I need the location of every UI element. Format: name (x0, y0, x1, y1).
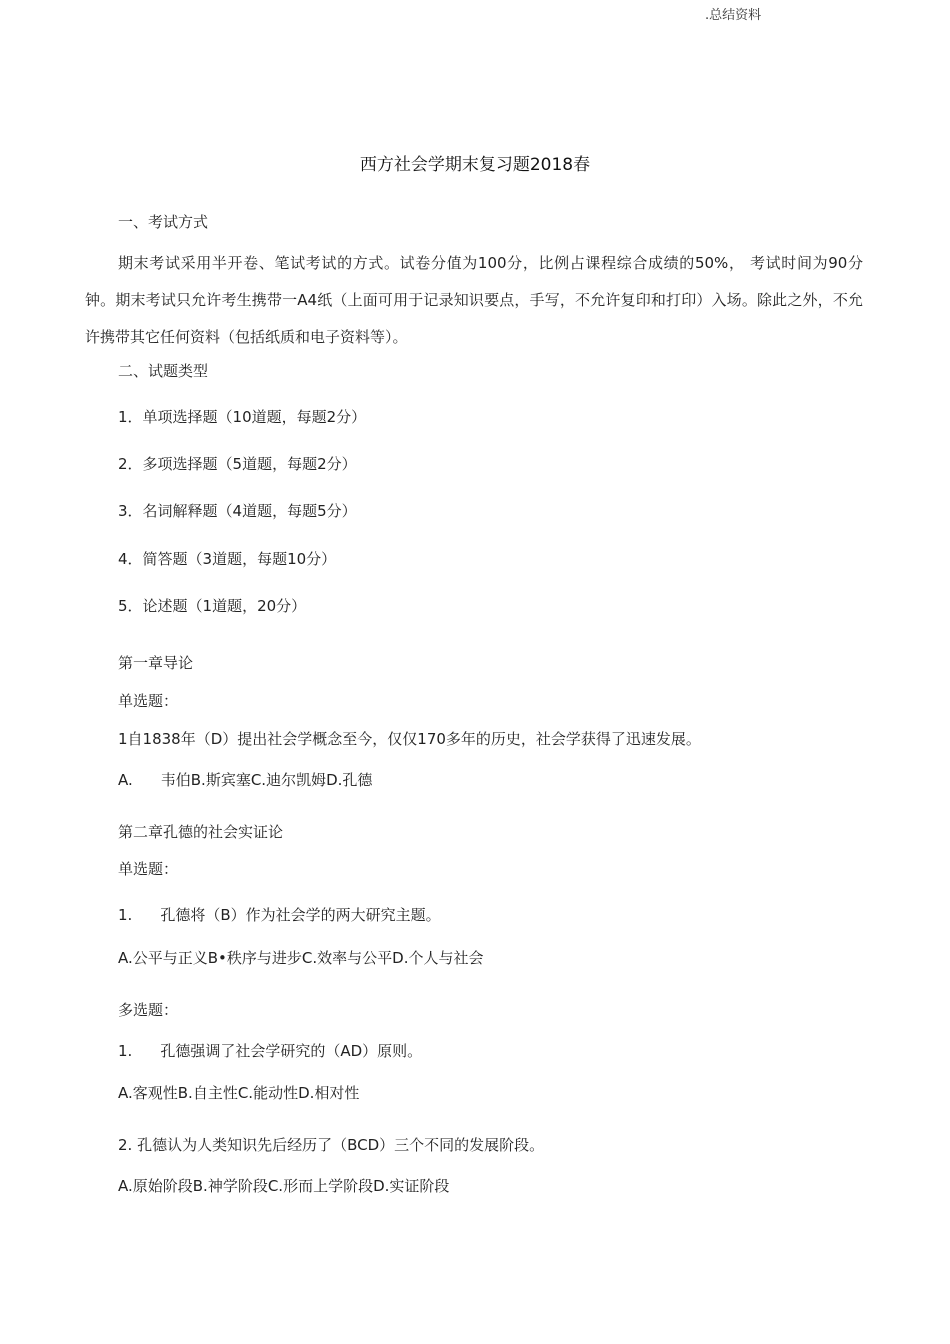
list-item-number: 2． (118, 455, 143, 473)
chapter2-heading: 第二章孔德的社会实证论 (118, 823, 284, 841)
chapter2-single-choice-label: 单选题： (118, 860, 179, 878)
chapter2-multi-question-2-options: A.原始阶段B.神学阶段C.形而上学阶段D.实证阶段 (118, 1177, 450, 1195)
section-heading-question-types: 二、试题类型 (118, 362, 209, 380)
list-item (118, 500, 357, 521)
list-item-number: 5． (118, 597, 143, 615)
list-item (118, 453, 357, 474)
chapter2-multiple-choice-label: 多选题： (118, 1001, 179, 1019)
exam-method-paragraph: 期末考试采用半开卷、笔试考试的方式。试卷分值为100分，比例占课程综合成绩的50%， 考试时间为90分钟。期末考试只允许考生携带一A4纸（上面可用于记录知识要点，手写，不允许复印和打印）入场。除此之外，不允许携带其它任何资料（包括纸质和电子资料等）。 (85, 254, 863, 346)
options-text: 韦伯B.斯宾塞C.迪尔凯姆D.孔德 (160, 771, 373, 789)
section-heading-exam-method: 一、考试方式 (118, 213, 209, 231)
list-item-text: 多项选择题（5道题，每题2分） (142, 455, 357, 473)
list-item (118, 406, 366, 427)
list-item-number: 1． (118, 408, 143, 426)
list-item (118, 595, 306, 616)
list-item-number: 3． (118, 502, 143, 520)
list-item-text: 简答题（3道题，每题10分） (142, 550, 337, 568)
chapter1-single-choice-label: 单选题： (118, 692, 179, 710)
option-a-label: A. (118, 771, 133, 789)
header-note: .总结资料 (705, 8, 762, 23)
chapter1-heading: 第一章导论 (118, 654, 194, 672)
chapter2-multi-question-2: 2. 孔德认为人类知识先后经历了（BCD）三个不同的发展阶段。 (118, 1136, 545, 1154)
list-item-text: 名词解释题（4道题，每题5分） (142, 502, 357, 520)
question-text: 孔德将（B）作为社会学的两大研究主题。 (160, 906, 441, 924)
question-number: 1. (118, 906, 133, 924)
chapter2-single-question-1 (118, 904, 441, 925)
chapter2-multi-question-1 (118, 1040, 422, 1061)
list-item-text: 论述题（1道题，20分） (142, 597, 307, 615)
chapter2-single-question-1-options: A.公平与正义B•秩序与进步C.效率与公平D.个人与社会 (118, 949, 484, 967)
list-item (118, 548, 336, 569)
list-item-text: 单项选择题（10道题，每题2分） (142, 408, 367, 426)
page-title: 西方社会学期末复习题2018春 (359, 155, 591, 175)
list-item-number: 4． (118, 550, 143, 568)
chapter1-question-1-options (118, 769, 372, 790)
question-number: 1. (118, 1042, 133, 1060)
chapter2-multi-question-1-options: A.客观性B.自主性C.能动性D.相对性 (118, 1084, 360, 1102)
chapter1-question-1: 1自1838年（D）提出社会学概念至今，仅仅170多年的历史，社会学获得了迅速发展。 (118, 730, 701, 748)
question-text: 孔德强调了社会学研究的（AD）原则。 (160, 1042, 423, 1060)
